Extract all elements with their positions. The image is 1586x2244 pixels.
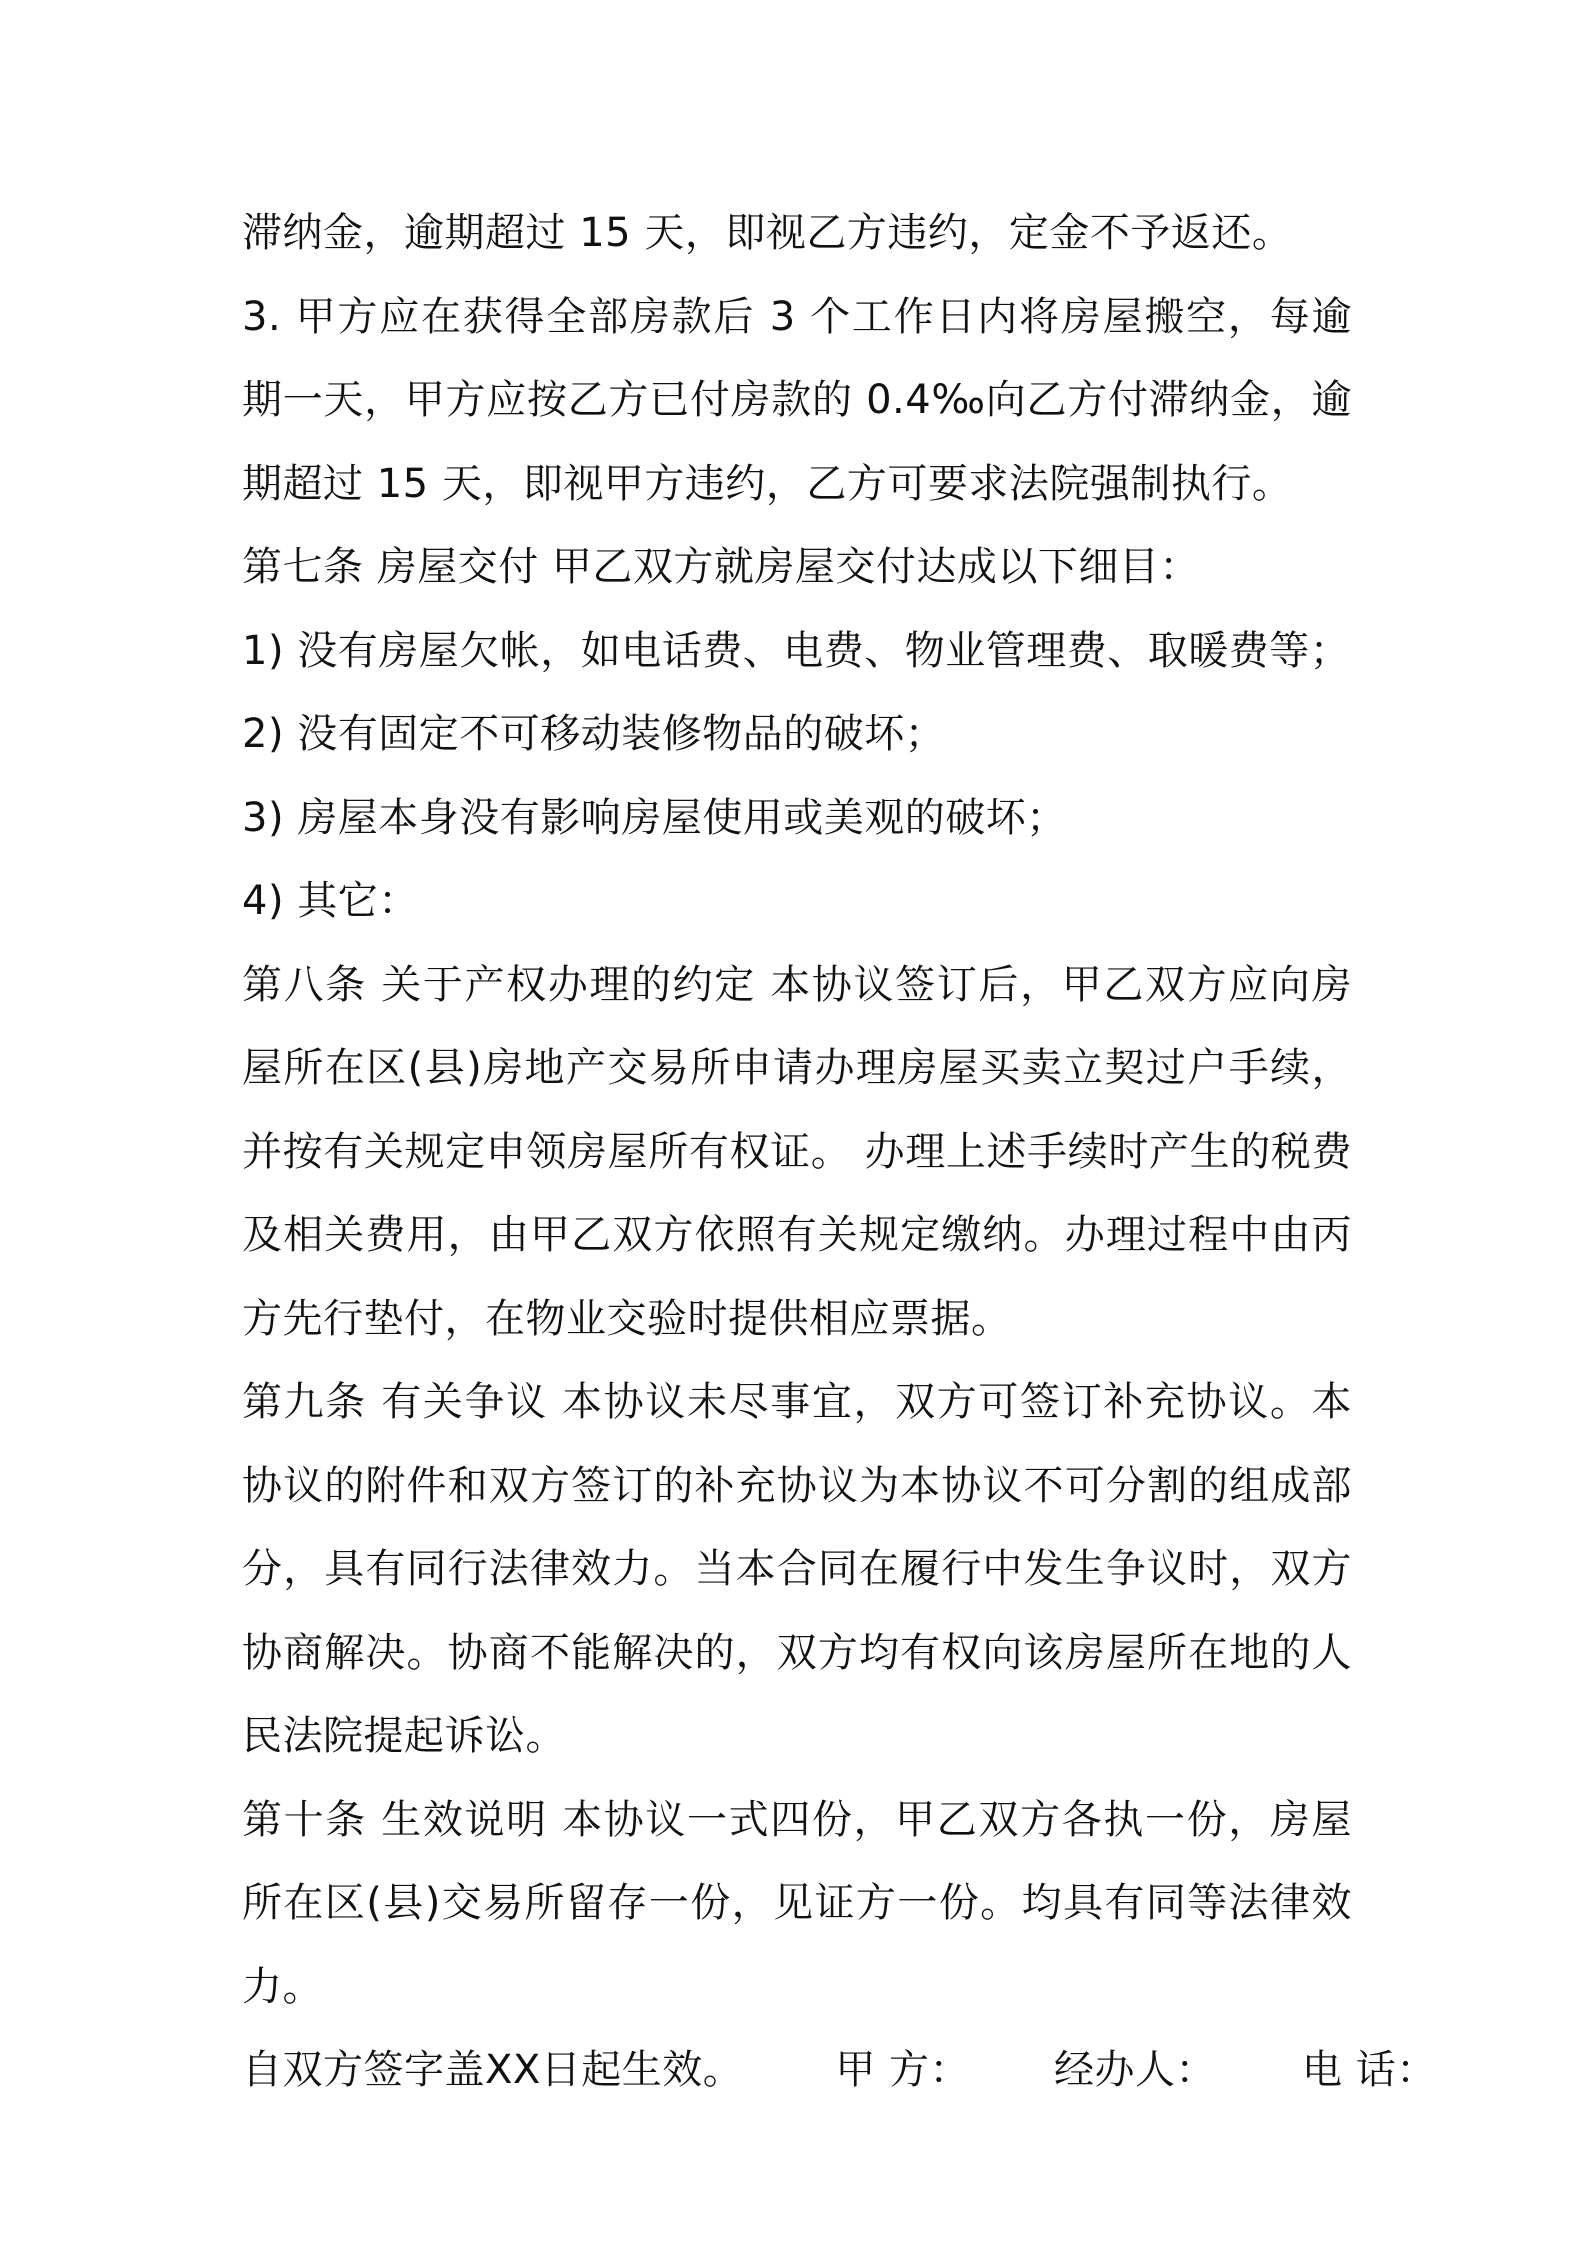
- article-9-paragraph: 第九条 有关争议 本协议未尽事宜，双方可签订补充协议。本协议的附件和双方签订的补充协议为本协议不可分割的组成部分，具有同行法律效力。当本合同在履行中发生争议时，双方协商解决。协商不能解决的，双方均有权向该房屋所在地的人民法院提起诉讼。: [242, 1379, 1352, 1759]
- list-item-3: 3) 房屋本身没有影响房屋使用或美观的破坏；: [242, 794, 1067, 841]
- effective-statement: 自双方签字盖XX日起生效。: [242, 2047, 744, 2093]
- list-item-1: 1) 没有房屋欠帐，如电话费、电费、物业管理费、取暖费等；: [242, 627, 1351, 674]
- article-7-heading: 第七条 房屋交付 甲乙双方就房屋交付达成以下细目：: [242, 544, 1200, 590]
- list-item-2: 2) 没有固定不可移动装修物品的破坏；: [242, 711, 946, 757]
- signature-line: [242, 2029, 1437, 2113]
- party-a-label: 甲 方：: [835, 2047, 971, 2093]
- list-item-4: 4) 其它：: [242, 878, 419, 924]
- agent-label: 经办人：: [1054, 2047, 1217, 2093]
- article-10-paragraph: 第十条 生效说明 本协议一式四份，甲乙双方各执一份，房屋所在区(县)交易所留存一份，见证方一份。均具有同等法律效力。: [242, 1796, 1352, 2010]
- paragraph-clause-3-vacate: 3. 甲方应在获得全部房款后 3 个工作日内将房屋搬空，每逾期一天，甲方应按乙方已付房款的 0.4‰向乙方付滞纳金，逾期超过 15 天，即视甲方违约，乙方可要求法院强制执行。: [242, 293, 1352, 507]
- article-8-paragraph: 第八条 关于产权办理的约定 本协议签订后，甲乙双方应向房屋所在区(县)房地产交易所申请办理房屋买卖立契过户手续，并按有关规定申领房屋所有权证。 办理上述手续时产生的税费及相关费用，由甲乙双方依照有关规定缴纳。办理过程中由丙方先行垫付，在物业交验时提供相应票据。: [242, 961, 1352, 1342]
- phone-label: 电 话：: [1302, 2047, 1437, 2093]
- document-body: [242, 192, 1437, 2113]
- paragraph-late-fee-continuation: 滞纳金，逾期超过 15 天，即视乙方违约，定金不予返还。: [242, 210, 1293, 256]
